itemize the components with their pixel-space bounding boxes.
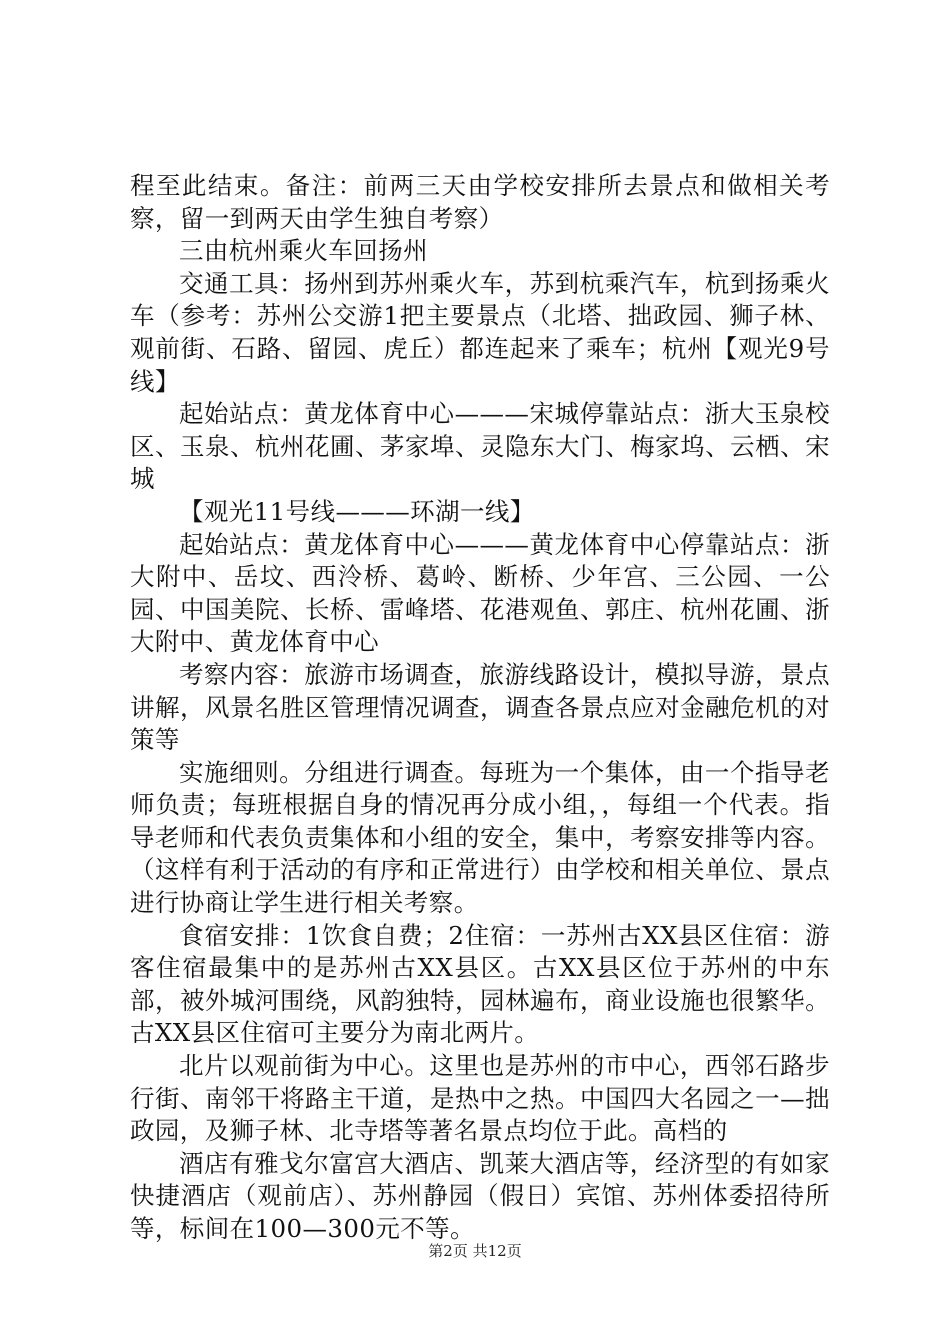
document-body [130, 170, 830, 1246]
paragraph-hotels: 酒店有雅戈尔富宫大酒店、凯莱大酒店等，经济型的有如家快捷酒店（观前店）、苏州静园（假日）宾馆、苏州体委招待所等，标间在100—300元不等。 [130, 1148, 830, 1243]
paragraph-implementation: 实施细则。分组进行调查。每班为一个集体，由一个指导老师负责；每班根据自身的情况再分成小组，，每组一个代表。指导老师和代表负责集体和小组的安全，集中，考察安排等内容。（这样有利于活动的有序和正常进行）由学校和相关单位、景点进行协商让学生进行相关考察。 [130, 757, 830, 918]
paragraph-route-11-stops: 起始站点：黄龙体育中心———黄龙体育中心停靠站点：浙大附中、岳坟、西泠桥、葛岭、断桥、少年宫、三公园、一公园、中国美院、长桥、雷峰塔、花港观鱼、郭庄、杭州花圃、浙大附中、黄龙体育中心 [130, 529, 830, 657]
paragraph-accommodation: 食宿安排：1饮食自费；2住宿：一苏州古XX县区住宿：游客住宿最集中的是苏州古XX县区。古XX县区位于苏州的中东部，被外城河围绕，风韵独特，园林遍布，商业设施也很繁华。古XX县区住宿可主要分为南北两片。 [130, 920, 830, 1048]
paragraph-north-area: 北片以观前街为中心。这里也是苏州的市中心，西邻石路步行街、南邻干将路主干道，是热中之热。中国四大名园之一—拙政园，及狮子林、北寺塔等著名景点均位于此。高档的 [130, 1051, 830, 1146]
paragraph-transportation: 交通工具：扬州到苏州乘火车，苏到杭乘汽车，杭到扬乘火车（参考：苏州公交游1把主要景点（北塔、拙政园、狮子林、观前街、石路、留园、虎丘）都连起来了乘车；杭州【观光9号线】 [130, 268, 830, 396]
paragraph-itinerary-end: 程至此结束。备注：前两三天由学校安排所去景点和做相关考察，留一到两天由学生独自考察） [130, 171, 830, 233]
paragraph-return-by-train: 三由杭州乘火车回扬州 [179, 236, 428, 266]
paragraph-route-9-stops: 起始站点：黄龙体育中心———宋城停靠站点：浙大玉泉校区、玉泉、杭州花圃、茅家埠、灵隐东大门、梅家坞、云栖、宋城 [130, 399, 830, 494]
page-number-footer: 第2页 共12页 [428, 1242, 522, 1260]
paragraph-survey-content: 考察内容：旅游市场调查，旅游线路设计，模拟导游，景点讲解，风景名胜区管理情况调查，调查各景点应对金融危机的对策等 [130, 659, 830, 755]
paragraph-route-11-title: 【观光11号线———环湖一线】 [179, 496, 535, 526]
